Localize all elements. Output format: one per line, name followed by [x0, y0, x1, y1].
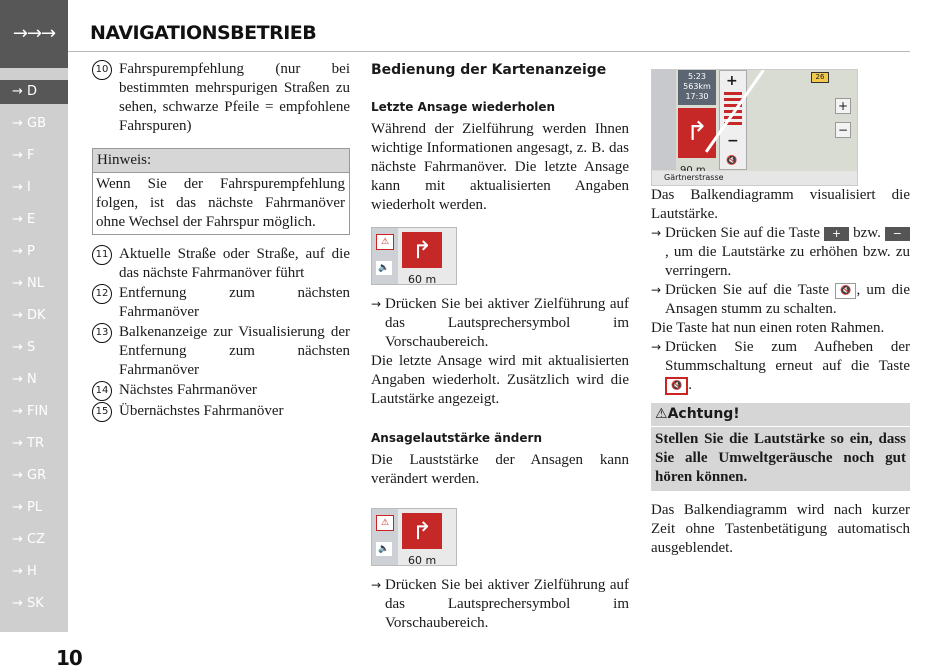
callout-number: 15: [92, 402, 112, 422]
instruction-step: → Drücken Sie auf die Taste + bzw. −, um die Lautstärke zu erhöhen bzw. zu verringern.: [651, 225, 910, 279]
page-title: NAVIGATIONSBETRIEB: [90, 22, 317, 44]
language-tab[interactable]: → FIN: [12, 404, 49, 419]
turn-arrow-icon: ↱: [402, 513, 442, 549]
street-label: Gärtnerstrasse: [652, 171, 857, 185]
speaker-icon[interactable]: 🔈: [376, 261, 392, 275]
hint-box: [92, 148, 350, 235]
list-item: [92, 284, 350, 322]
list-item-text: Fahrspurempfehlung (nur bei bestimmten mehrspurigen Straßen zu sehen, schwarze Pfeile = empfohlene Fahrspuren): [119, 61, 350, 134]
preview-screenshot: [371, 227, 457, 285]
page-number: 10: [56, 646, 82, 670]
paragraph: Die Lauststärke der Ansagen kann verändert werden.: [371, 452, 629, 487]
list-item-text: Entfernung zum nächsten Fahrmanöver: [119, 285, 350, 320]
list-item: [92, 245, 350, 283]
warning-icon: ⚠: [376, 515, 394, 531]
language-tab[interactable]: → SK: [12, 596, 44, 611]
language-tab[interactable]: → GB: [12, 116, 47, 131]
navigation-map-screenshot: [651, 69, 858, 186]
instruction-step: → Drücken Sie zum Aufheben der Stummschaltung erneut auf die Taste 🔇 .: [651, 339, 910, 393]
list-item-text: Aktuelle Straße oder Straße, auf die das nächste Fahrmanöver führt: [119, 246, 350, 281]
language-tab[interactable]: → H: [12, 564, 37, 579]
list-item: [92, 60, 350, 136]
warning-heading: Achtung!: [667, 406, 740, 422]
plus-key-icon: +: [824, 227, 849, 241]
warning-box: [651, 403, 910, 491]
turn-arrow-icon: ↱: [402, 232, 442, 268]
paragraph: Das Balkendiagramm visualisiert die Lautstärke.: [651, 187, 910, 222]
speaker-icon[interactable]: 🔈: [376, 542, 392, 556]
language-tab[interactable]: → GR: [12, 468, 47, 483]
paragraph: Das Balkendiagramm wird nach kurzer Zeit ohne Tastenbetätigung automatisch ausgeblendet.: [651, 502, 910, 556]
subsection-heading: Letzte Ansage wiederholen: [371, 100, 556, 114]
callout-number: 11: [92, 245, 112, 265]
instruction-step: → Drücken Sie auf die Taste 🔇 , um die Ansagen stumm zu schalten.: [651, 282, 911, 317]
language-tab[interactable]: → I: [12, 180, 31, 195]
list-item: [92, 402, 350, 422]
section-arrows: →→→: [0, 0, 68, 68]
language-tab[interactable]: → TR: [12, 436, 44, 451]
column-1: [92, 60, 350, 423]
column-2: [371, 60, 629, 633]
arrow-icon: →: [371, 297, 382, 311]
list-item-text: Balkenanzeige zur Visualisierung der Entfernung zum nächsten Fahrmanöver: [119, 324, 350, 378]
mute-icon[interactable]: 🔇: [726, 156, 738, 166]
section-heading: Bedienung der Kartenanzeige: [371, 62, 607, 78]
warning-text: Stellen Sie die Lautstärke so ein, dass Sie alle Umweltgeräusche noch gut hören können.: [655, 431, 906, 485]
language-tab[interactable]: → F: [12, 148, 35, 163]
zoom-out-button[interactable]: −: [835, 122, 851, 138]
zoom-in-button[interactable]: +: [835, 98, 851, 114]
arrow-icon: →: [651, 283, 662, 297]
paragraph: Während der Zielführung werden Ihnen wichtige Informationen angesagt, z. B. das nächste Fahrmanöver. Die letzte Ansage kann mit aktualisierten Angaben wiederholt werden.: [371, 121, 629, 213]
volume-up-button[interactable]: +: [726, 73, 738, 89]
language-tab[interactable]: → NL: [12, 276, 44, 291]
warning-icon: ⚠: [376, 234, 394, 250]
hint-text: Wenn Sie der Fahrspurempfehlung folgen, ist das nächste Fahrmanöver ohne Wechsel der Fahrspur möglich.: [96, 176, 345, 230]
title-divider: [68, 51, 910, 52]
distance-label: 60 m: [408, 273, 437, 286]
arrow-icon: →: [651, 340, 662, 354]
list-item-text: Übernächstes Fahrmanöver: [119, 403, 284, 419]
language-tab[interactable]: → P: [12, 244, 35, 259]
list-item: [92, 381, 350, 401]
warning-triangle-icon: ⚠: [655, 406, 668, 422]
turn-arrow-icon: ↱: [678, 108, 716, 158]
volume-down-button[interactable]: −: [727, 133, 739, 149]
distance-label: 60 m: [408, 554, 437, 567]
list-item: [92, 323, 350, 380]
instruction-step: → Drücken Sie bei aktiver Zielführung auf das Lautsprechersymbol im Vorschaubereich.: [371, 296, 629, 350]
arrow-icon: →: [371, 578, 382, 592]
language-tab[interactable]: → N: [12, 372, 37, 387]
subsection-heading: Ansagelautstärke ändern: [371, 431, 542, 445]
language-tab[interactable]: → CZ: [12, 532, 46, 547]
callout-number: 10: [92, 60, 112, 80]
paragraph: Die letzte Ansage wird mit aktualisierten Angaben wiederholt. Zusätzlich wird die Lautstärke angezeigt.: [371, 353, 629, 407]
road-badge: 26: [811, 72, 829, 83]
callout-number: 12: [92, 284, 112, 304]
callout-number: 13: [92, 323, 112, 343]
language-tab[interactable]: → D: [0, 80, 68, 104]
hint-heading: Hinweis:: [93, 149, 349, 173]
mute-key-active-icon: 🔇: [665, 377, 688, 395]
list-item-text: Nächstes Fahrmanöver: [119, 382, 257, 398]
minus-key-icon: −: [885, 227, 910, 241]
callout-number: 14: [92, 381, 112, 401]
language-tab[interactable]: → PL: [12, 500, 43, 515]
language-tab[interactable]: → S: [12, 340, 36, 355]
preview-screenshot: [371, 508, 457, 566]
column-3: [651, 60, 910, 558]
paragraph: Die Taste hat nun einen roten Rahmen.: [651, 320, 885, 336]
arrow-icon: →: [651, 226, 662, 240]
trip-info: 5:23 563km 17:30: [678, 70, 716, 105]
language-tab[interactable]: → E: [12, 212, 36, 227]
instruction-step: → Drücken Sie bei aktiver Zielführung auf das Lautsprechersymbol im Vorschaubereich.: [371, 577, 629, 631]
mute-key-icon: 🔇: [835, 283, 856, 299]
language-tab[interactable]: → DK: [12, 308, 46, 323]
